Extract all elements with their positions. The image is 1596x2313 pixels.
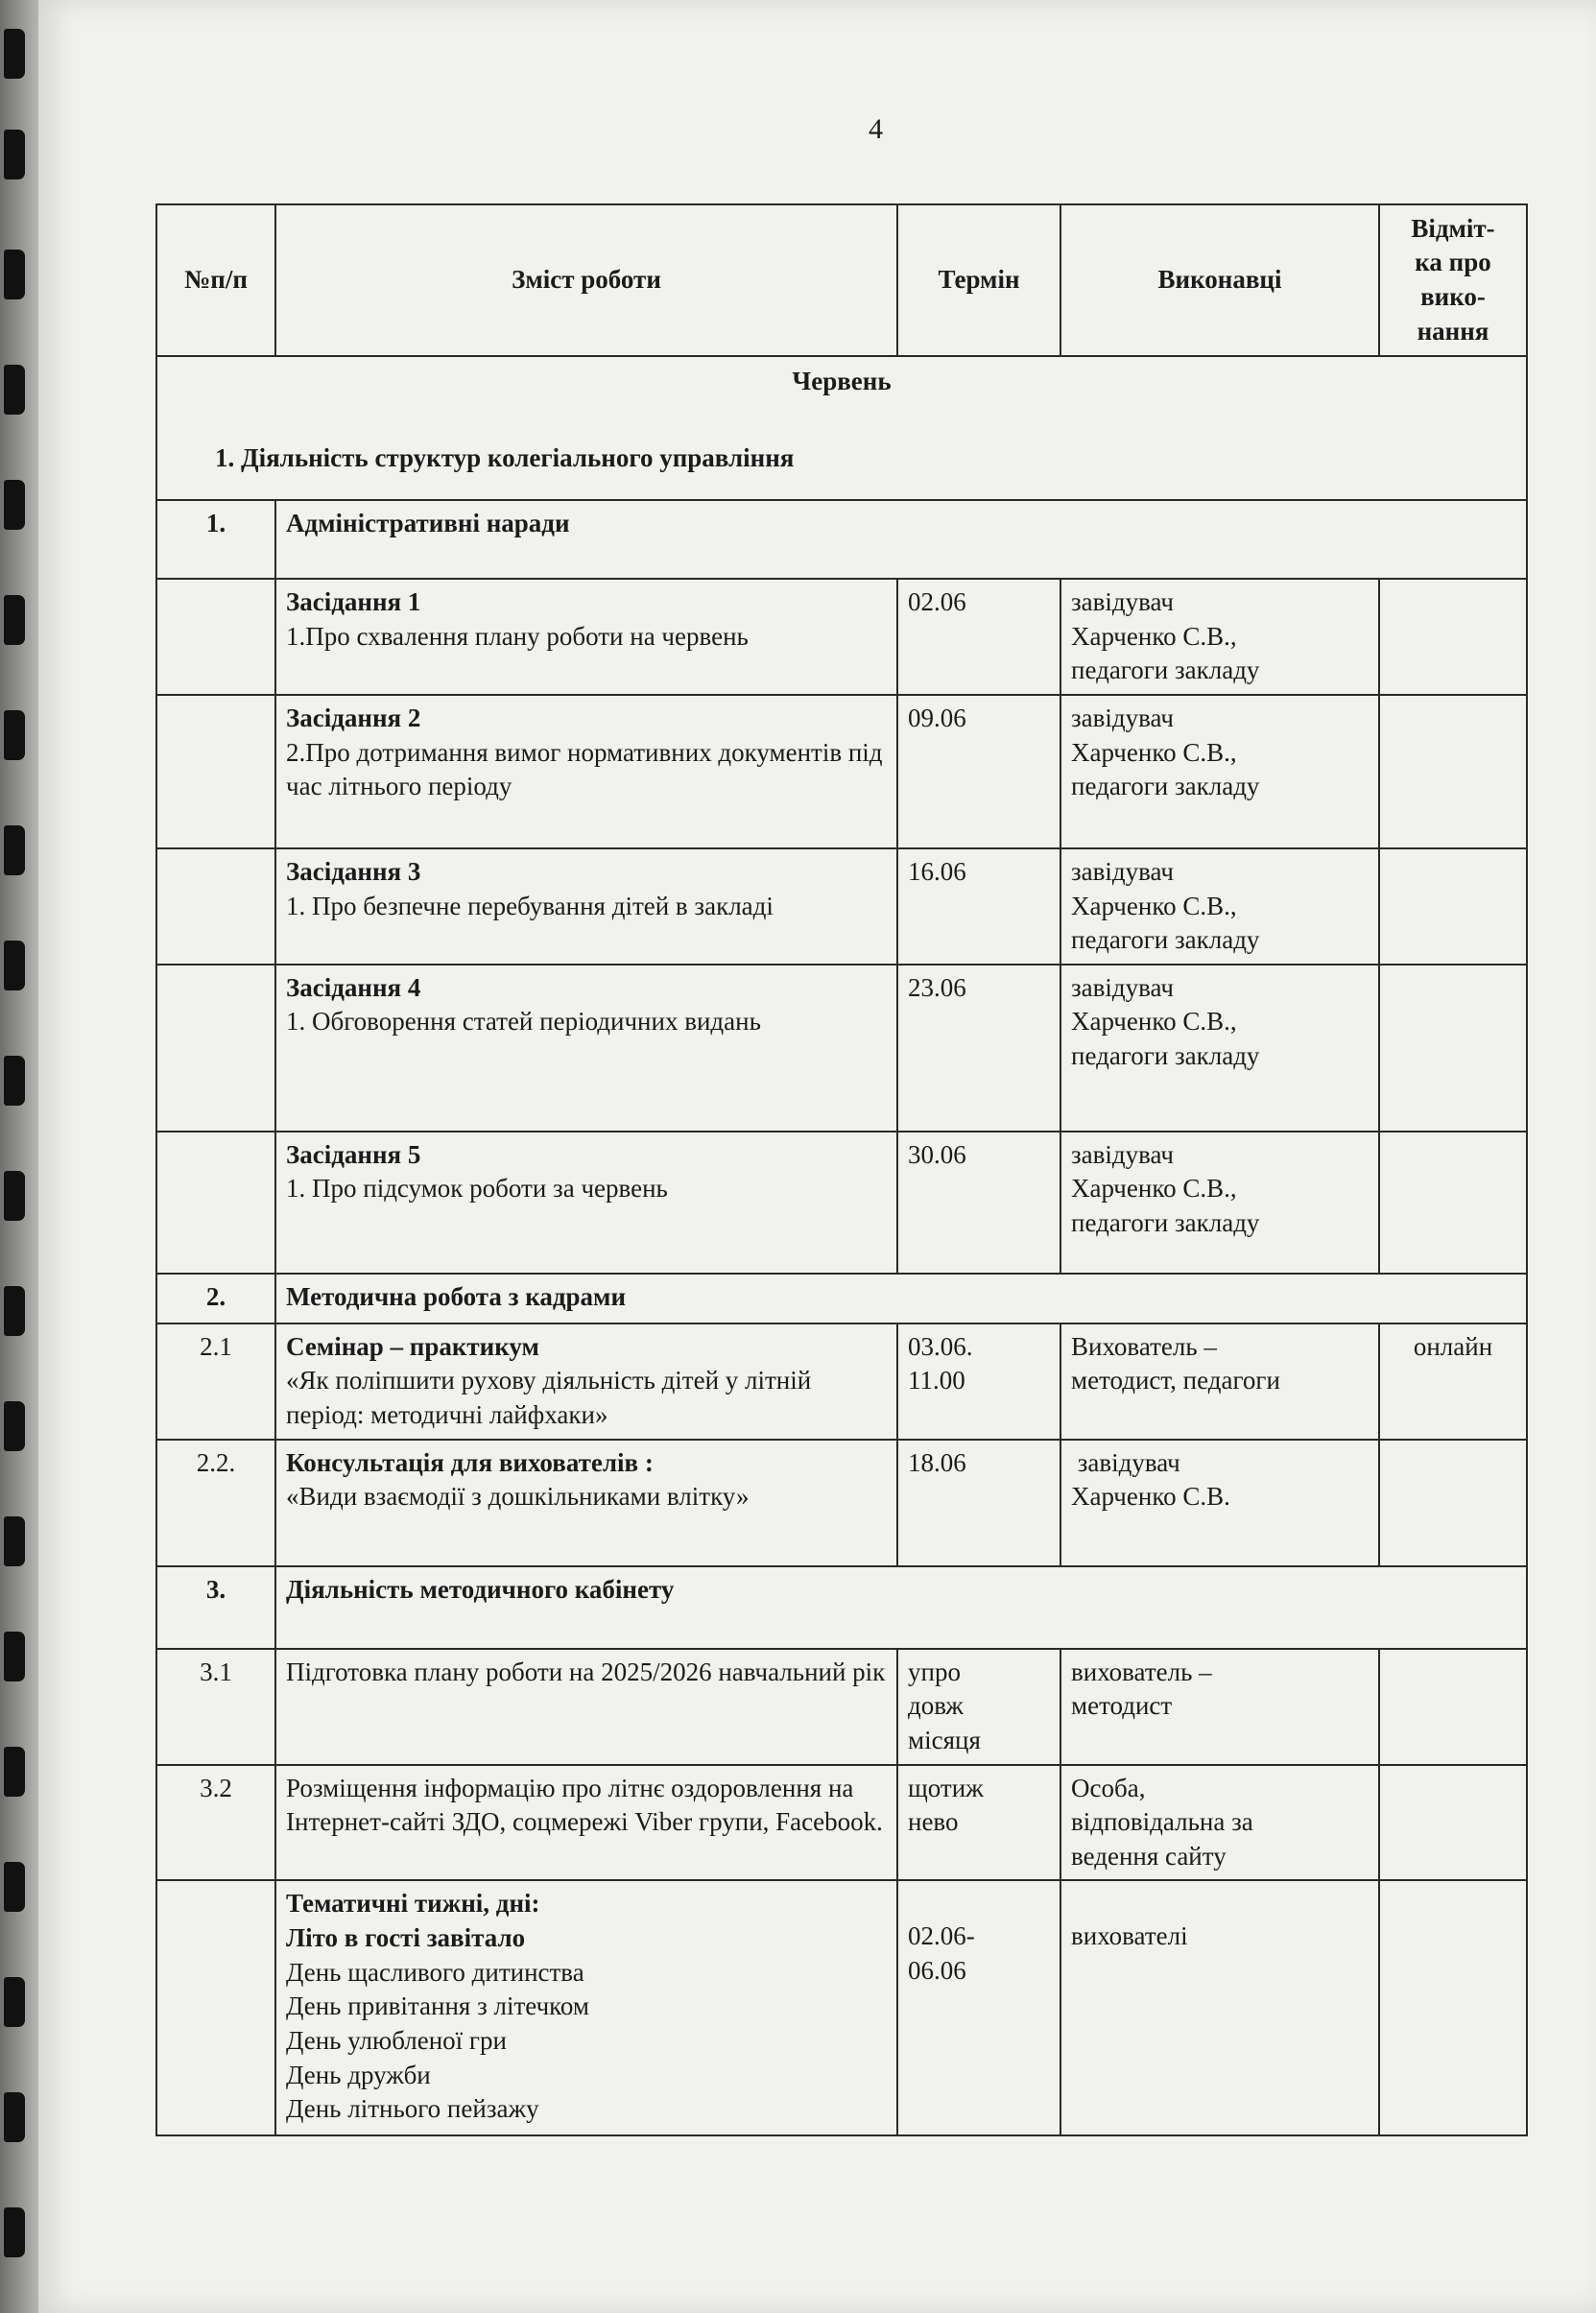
- row-content: Підготовка плану роботи на 2025/2026 навчальний рік: [275, 1649, 897, 1765]
- table-row: [156, 1765, 1527, 1881]
- binding-ring: [4, 710, 25, 760]
- document-page: [38, 0, 1596, 2313]
- thematic-week-title: Літо в гості завітало: [286, 1923, 526, 1952]
- row-date: 03.06. 11.00: [897, 1323, 1060, 1440]
- block1-num: 1.: [156, 500, 275, 579]
- binding-ring: [4, 825, 25, 875]
- block3-header-row: [156, 1566, 1527, 1649]
- binding-ring: [4, 595, 25, 645]
- block3-title: Діяльність методичного кабінету: [275, 1566, 1527, 1649]
- list-item: День щасливого дитинства: [286, 1957, 584, 1987]
- list-item: День привітання з літечком: [286, 1991, 589, 2021]
- block1-title: Адміністративні наради: [275, 500, 1527, 579]
- meeting-date: 16.06: [897, 848, 1060, 965]
- binding-ring: [4, 1862, 25, 1912]
- meeting-executors: завідувач Харченко С.В., педагоги закладу: [1060, 848, 1379, 965]
- binding-ring: [4, 1401, 25, 1451]
- row-executors: Вихователь – методист, педагоги: [1060, 1323, 1379, 1440]
- binding-ring: [4, 365, 25, 415]
- table-row: [156, 579, 1527, 695]
- meeting-date: 30.06: [897, 1132, 1060, 1274]
- meeting-date: 09.06: [897, 695, 1060, 848]
- header-num: №п/п: [156, 204, 275, 356]
- binding-ring: [4, 1171, 25, 1221]
- table-row: [156, 695, 1527, 848]
- binding-ring: [4, 1056, 25, 1106]
- meeting-executors: завідувач Харченко С.В., педагоги закладу: [1060, 695, 1379, 848]
- list-item: День улюбленої гри: [286, 2025, 507, 2055]
- header-executors: Виконавці: [1060, 204, 1379, 356]
- binding-ring: [4, 250, 25, 299]
- table-row: [156, 848, 1527, 965]
- row-mark: онлайн: [1379, 1323, 1527, 1440]
- row-date: упро довж місяця: [897, 1649, 1060, 1765]
- page-number: 4: [869, 113, 883, 145]
- thematic-row: [156, 1880, 1527, 2135]
- month-row: [156, 356, 1527, 500]
- header-content: Зміст роботи: [275, 204, 897, 356]
- row-content: Семінар – практикум «Як поліпшити рухову діяльність дітей у літній період: методичні лайфхаки»: [275, 1323, 897, 1440]
- block2-header-row: [156, 1274, 1527, 1323]
- thematic-date: 02.06- 06.06: [897, 1880, 1060, 2135]
- section1-title: 1. Діяльність структур колегіального управління: [215, 442, 795, 472]
- table-row: [156, 965, 1527, 1132]
- row-num: 2.1: [156, 1323, 275, 1440]
- thematic-executors: вихователі: [1060, 1880, 1379, 2135]
- binding-ring: [4, 1747, 25, 1797]
- binding-ring: [4, 1516, 25, 1566]
- binding-ring: [4, 2207, 25, 2257]
- meeting-executors: завідувач Харченко С.В., педагоги закладу: [1060, 1132, 1379, 1274]
- meeting-cell: Засідання 4 1. Обговорення статей періодичних видань: [275, 965, 897, 1132]
- header-term: Термін: [897, 204, 1060, 356]
- meeting-cell: Засідання 5 1. Про підсумок роботи за червень: [275, 1132, 897, 1274]
- header-mark: Відміт- ка про вико- нання: [1379, 204, 1527, 356]
- row-content: Розміщення інформацію про літнє оздоровлення на Інтернет-сайті ЗДО, соцмережі Viber групи, Facebook.: [275, 1765, 897, 1881]
- meeting-executors: завідувач Харченко С.В., педагоги закладу: [1060, 579, 1379, 695]
- block2-num: 2.: [156, 1274, 275, 1323]
- thematic-content: [275, 1880, 897, 2135]
- table-row: [156, 1323, 1527, 1440]
- binding-ring: [4, 1632, 25, 1681]
- meeting-date: 23.06: [897, 965, 1060, 1132]
- meeting-executors: завідувач Харченко С.В., педагоги закладу: [1060, 965, 1379, 1132]
- table-row: [156, 1440, 1527, 1566]
- month-title: Червень: [792, 367, 892, 395]
- binding-ring: [4, 480, 25, 530]
- table-row: [156, 1649, 1527, 1765]
- row-num: 2.2.: [156, 1440, 275, 1566]
- row-date: щотиж нево: [897, 1765, 1060, 1881]
- month-cell: [156, 356, 1527, 500]
- binding-ring: [4, 29, 25, 79]
- meeting-cell: Засідання 2 2.Про дотримання вимог нормативних документів під час літнього періоду: [275, 695, 897, 848]
- row-executors: вихователь – методист: [1060, 1649, 1379, 1765]
- list-item: День літнього пейзажу: [286, 2094, 539, 2124]
- row-num: 3.2: [156, 1765, 275, 1881]
- row-content: Консультація для вихователів : «Види взаємодії з дошкільниками влітку»: [275, 1440, 897, 1566]
- binding-ring: [4, 941, 25, 990]
- list-item: День дружби: [286, 2060, 431, 2089]
- block2-title: Методична робота з кадрами: [275, 1274, 1527, 1323]
- row-date: 18.06: [897, 1440, 1060, 1566]
- thematic-heading: Тематичні тижні, дні:: [286, 1889, 540, 1919]
- binding-ring: [4, 2092, 25, 2142]
- binding-ring: [4, 1286, 25, 1336]
- meeting-cell: Засідання 3 1. Про безпечне перебування дітей в закладі: [275, 848, 897, 965]
- table-header-row: [156, 204, 1527, 356]
- row-executors: Особа, відповідальна за ведення сайту: [1060, 1765, 1379, 1881]
- row-num: 3.1: [156, 1649, 275, 1765]
- block3-num: 3.: [156, 1566, 275, 1649]
- row-executors: завідувач Харченко С.В.: [1060, 1440, 1379, 1566]
- work-plan-table: [155, 203, 1528, 2136]
- table-row: [156, 1132, 1527, 1274]
- binding-ring: [4, 1977, 25, 2027]
- meeting-date: 02.06: [897, 579, 1060, 695]
- binding-ring: [4, 130, 25, 179]
- meeting-cell: Засідання 1 1.Про схвалення плану роботи на червень: [275, 579, 897, 695]
- block1-header-row: [156, 500, 1527, 579]
